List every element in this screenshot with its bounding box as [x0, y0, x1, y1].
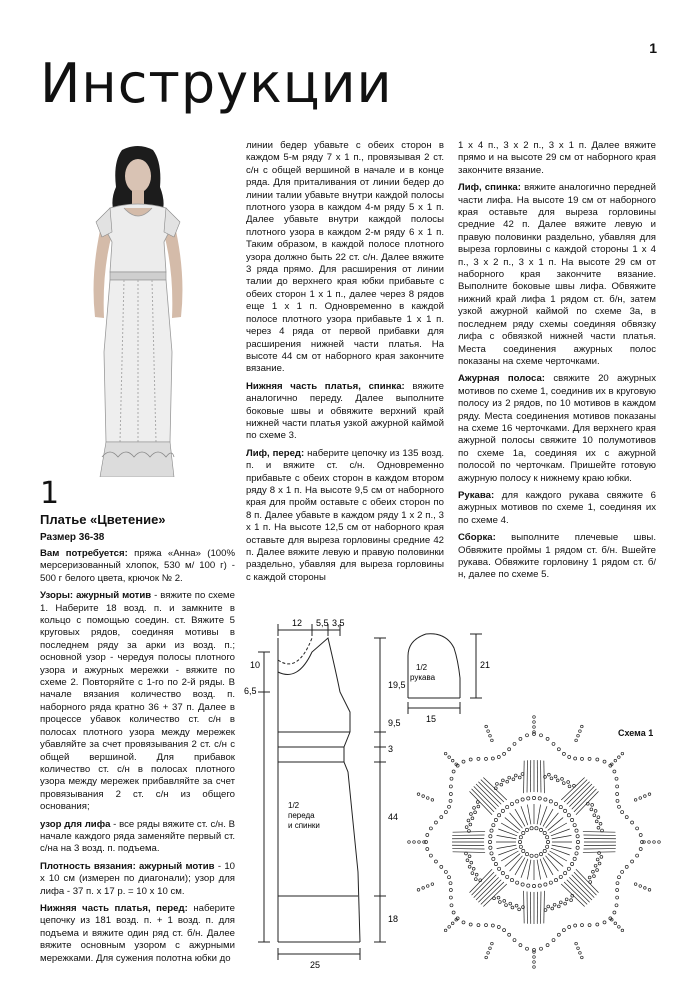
- lace-strip-text: свяжите 20 ажурных мотивов по схеме 1, соединив их в круговую полосу из 2 рядов, по 10 мотивов в каждом ряду. Места соединения мотивов показаны на схеме 16 черточками. Для верхнего края ажурной полосы свяжите 10 полумотивов по схеме 1а, соединяя их с ажурной полосой по черточкам. Пришейте готовую ажурную полосу к нижнему краю юбки.: [458, 373, 656, 484]
- dim-10: 10: [250, 660, 261, 670]
- column-1: [40, 548, 235, 970]
- front-back-label-2: переда: [288, 811, 315, 820]
- skirt-front-label: Нижняя часть платья, перед:: [40, 902, 188, 914]
- model-number: 1: [40, 476, 60, 511]
- bodice-back-paragraph: [458, 182, 656, 368]
- motif-text: - вяжите по схеме 1. Наберите 18 возд. п. и замкните в кольцо с помощью соедин. ст. Вяжите 5 круговых рядов, соединяя мотивы в последнем ряду за арки из возд. п.; основной узор - чередуя полосы плотного узора и ажурных мережки - вяжите по схеме 2. Повторяйте с 1-го по 2-й ряды. В начале вязания количество возд. п. наборного ряда кратно 36 + 37 п. Далее в процессе убавок количество ст. с/н в полосах плотного узора между мережек убавляйте за счет провязывания 2 ст. с/н с общей вершиной. Для прибавок количество ст. с/н в полосах плотного узора между мережек прибавляйте за счет провязывания 2 ст. с/н из общего основания;: [40, 590, 235, 813]
- motif-label: Узоры: ажурный мотив: [40, 590, 152, 602]
- bodice-front-paragraph: [246, 448, 444, 584]
- skirt-back-paragraph: [246, 381, 444, 443]
- bodice-front-label: Лиф, перед:: [246, 447, 305, 459]
- lace-strip-paragraph: [458, 373, 656, 485]
- bodice-front-continue-paragraph: 1 х 4 п., 3 х 2 п., 3 х 1 п. Далее вяжите прямо и на высоте 29 см от наборного края закончите вязание.: [458, 140, 656, 176]
- bodice-pattern-text: - все ряды вяжите ст. с/н. В начале каждого ряда заменяйте первый ст. с/на на 3 возд. п. подъема.: [40, 818, 236, 855]
- page-number: 1: [649, 40, 657, 56]
- assembly-text: выполните плечевые швы. Обвяжите проймы 1 рядом ст. б/н. Вшейте рукава. Обвяжите горловину 1 рядом ст. б/н, далее по схеме 5.: [458, 532, 656, 581]
- model-photo: [40, 142, 235, 477]
- dim-5-5: 5,5: [316, 618, 329, 628]
- column-2: [246, 140, 444, 589]
- dim-6-5: 6,5: [244, 686, 257, 696]
- materials-paragraph: [40, 548, 235, 585]
- dim-19-5: 19,5: [388, 680, 406, 690]
- bodice-front-text: наберите цепочку из 135 возд. п. и вяжите ст. с/н. Одновременно прибавьте с обеих сторон в каждом втором ряду 8 х 1 п. На высоте 9,5 см от наборного края для пройм оставьте с обеих сторон по 8 п. Далее убавьте в каждом ряду 1 х 2 п., 3 х 1 п. На высоте 12,5 см от наборного края оставьте для выреза горловины средние 42 п. Далее вяжите левую и правую половинки раздельно, убавляя для выреза горловины с каждой стороны: [246, 447, 445, 583]
- sleeves-text: для каждого рукава свяжите 6 ажурных мотивов по схеме 1, соединяя их по схеме 4.: [458, 489, 656, 526]
- skirt-front-text: наберите цепочку из 181 возд. п. + 1 возд. п. для подъема и вяжите один ряд ст. б/н. Далее вяжите основным узором с ажурными мережками. Для сужения полотна юбки до: [40, 902, 235, 964]
- dress-title: Платье «Цветение»: [40, 512, 166, 527]
- sleeve-label-2: рукава: [410, 673, 436, 682]
- materials-label: Вам потребуется:: [40, 548, 128, 559]
- skirt-back-text: вяжите аналогично переду. Далее выполните боковые швы и обвяжите верхний край нижней части платья узкой ажурной каймой по схеме 3.: [246, 380, 444, 442]
- bodice-back-label: Лиф, спинка:: [458, 182, 521, 194]
- density-label: Плотность вязания: ажурный мотив: [40, 860, 215, 872]
- skirt-continue-paragraph: линии бедер убавьте с обеих сторон в каждом 5-м ряду 7 х 1 п., провязывая 2 ст. с/н с общей вершиной в начале и в конце ряда. Для приталивания от линии бедер до линии талии убавьте внутри каждой полосы плотного узора в каждом 4-м ряду 5 х 1 п. Далее убавьте внутри каждой полосы плотного узора в каждом 2-м ряду 6 х 1 п. Таким образом, в каждой полосе плотного узора должно быть 22 ст. с/н. Далее вяжите 3 ряда прямо. Для расширения от линии талии до верхнего края юбки прибавьте с обеих сторон 1 х 1 п., далее через 8 рядов еще 1 х 1 п. Одновременно в каждой полосе плотного узора прибавьте 1 х 1 п. через 4 ряда от первой прибавки для расширения нижней части платья. На высоте 44 см от наборного края закончите вязание.: [246, 140, 444, 375]
- assembly-label: Сборка:: [458, 532, 496, 544]
- column-3: [458, 140, 656, 587]
- schema-1-label: Схема 1: [618, 728, 654, 738]
- dim-25: 25: [310, 960, 321, 970]
- density-text: - 10 х 10 см (измерен по диагонали); узор для лифа - 37 п. х 17 р. = 10 х 10 см.: [40, 860, 236, 897]
- front-back-label-1: 1/2: [288, 801, 300, 810]
- dim-15: 15: [426, 714, 437, 724]
- crochet-schema-1: [400, 708, 668, 976]
- density-paragraph: [40, 861, 235, 898]
- front-back-label-3: и спинки: [288, 821, 320, 830]
- size-label: Размер 36-38: [40, 532, 105, 543]
- dim-12: 12: [292, 618, 303, 628]
- dim-9-5: 9,5: [388, 718, 401, 728]
- lace-strip-label: Ажурная полоса:: [458, 373, 545, 385]
- sleeves-label: Рукава:: [458, 489, 495, 501]
- dim-44: 44: [388, 812, 399, 822]
- dim-3-5: 3,5: [332, 618, 345, 628]
- bodice-back-text: вяжите аналогично передней части лифа. На высоте 19 см от наборного края оставьте для выреза горловины средние 42 п. Далее вяжите левую и правую половинки раздельно, убавляя для выреза горловины с каждой стороны 1 х 4 п., 3 х 2 п., 3 х 1 п. На высоте 29 см от наборного края закончите вязание. Выполните боковые швы лифа. Обвяжите нижний край лифа 1 рядом ст. б/н, затем узкой ажурной каймой по схеме 3а, в последнем ряду схемы соединяя обвязку лифа с обвязкой нижней части платья. Места соединения ажурных полос показаны на схеме черточками.: [458, 182, 656, 367]
- sleeve-label-1: 1/2: [416, 663, 428, 672]
- dim-21: 21: [480, 660, 491, 670]
- materials-text: пряжа «Анна» (100% мерсеризованный хлопок, 530 м/ 100 г) - 500 г белого цвета, крючок № 2.: [40, 548, 235, 584]
- assembly-paragraph: [458, 532, 656, 582]
- bodice-pattern-label: узор для лифа: [40, 818, 111, 830]
- bodice-pattern-paragraph: [40, 819, 235, 856]
- sleeves-paragraph: [458, 490, 656, 527]
- dim-18: 18: [388, 914, 399, 924]
- page-title: Инструкции: [40, 52, 393, 115]
- skirt-back-label: Нижняя часть платья, спинка:: [246, 380, 405, 392]
- dim-3: 3: [388, 744, 394, 754]
- skirt-front-paragraph: [40, 903, 235, 965]
- motif-paragraph: [40, 590, 235, 813]
